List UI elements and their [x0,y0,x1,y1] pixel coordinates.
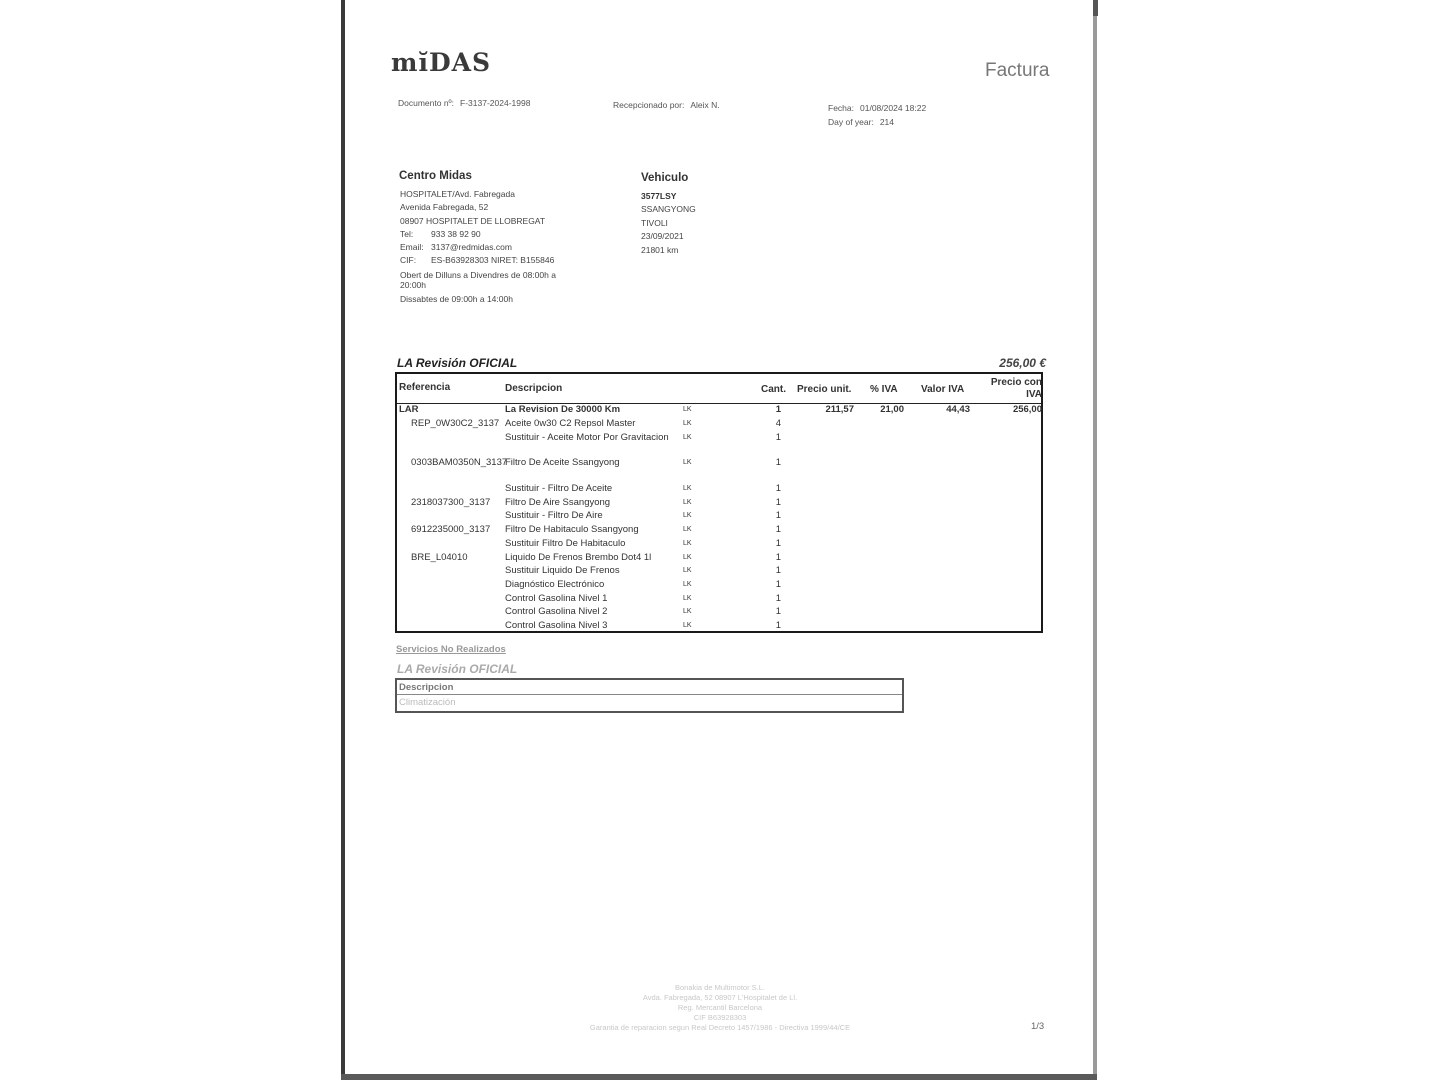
header-referencia: Referencia [399,382,451,393]
cell-cant: 1 [775,432,781,443]
not-done-services-table [395,678,904,713]
cell-desc: Liquido De Frenos Brembo Dot4 1l [505,552,652,563]
cell-desc: Sustituir - Aceite Motor Por Gravitacion [505,432,669,443]
cell-unit: LK [683,581,692,588]
shop-address-line: Avenida Fabregada, 52 [400,202,489,213]
cell-unit: LK [683,406,692,413]
cell-ref: LAR [399,404,419,415]
vehicle-details [641,190,696,257]
cell-unit: LK [683,434,692,441]
cell-unit: LK [683,499,692,506]
cell-cant: 1 [775,457,781,468]
invoice-date-value: 01/08/2024 18:22 [860,103,927,113]
cell-ref: 2318037300_3137 [411,497,491,508]
not-done-item: Climatización [399,697,456,708]
not-done-services-subtitle: LA Revisión OFICIAL [397,662,518,676]
header-descripcion: Descripcion [505,383,563,394]
cell-cant: 1 [775,565,781,576]
cell-desc: La Revision De 30000 Km [505,404,621,415]
cell-cant: 1 [775,606,781,617]
header-cantidad: Cant. [761,384,786,395]
vehicle-plate: 3577LSY [641,191,677,201]
received-by-label: Recepcionado por: [613,100,685,110]
cell-cant: 4 [775,418,781,429]
shop-address-line: HOSPITALET/Avd. Fabregada [400,189,515,199]
vehicle-title: Vehiculo [641,172,689,184]
cell-unit: LK [683,512,692,519]
day-of-year-value: 214 [879,117,895,127]
vehicle-registration-date: 23/09/2021 [641,231,684,242]
shop-email: Email: 3137@redmidas.com [400,242,512,253]
cell-unit: LK [683,608,692,615]
not-done-header: Descripcion [397,680,902,695]
service-total: 256,00 € [999,356,1046,370]
cell-unit: LK [683,595,692,602]
document-number-label: Documento nº: [398,98,455,108]
items-table-header [397,374,1041,404]
cell-cant: 1 [775,620,781,631]
cell-unit: LK [683,622,692,629]
cell-cant: 1 [775,483,781,494]
cell-unit: LK [683,459,692,466]
cell-desc: Diagnóstico Electrónico [505,579,605,590]
cell-unit: LK [683,526,692,533]
cell-desc: Sustituir Liquido De Frenos [505,565,620,576]
cell-desc: Filtro De Habitaculo Ssangyong [505,524,639,535]
received-by [613,100,720,110]
cell-desc: Sustituir - Filtro De Aceite [505,483,613,494]
cell-ref: REP_0W30C2_3137 [411,418,500,429]
day-of-year [828,117,894,127]
cell-desc: Control Gasolina Nivel 2 [505,606,608,617]
shop-details [400,188,570,306]
cell-cant: 1 [775,552,781,563]
not-done-services-title: Servicios No Realizados [396,644,506,655]
cell-unit: LK [683,567,692,574]
cell-cant: 1 [775,524,781,535]
shop-address-line: 08907 HOSPITALET DE LLOBREGAT [400,215,546,226]
footer-company-info: Bonakia de Multimotor S.L. Avda. Fabregada, 52 08907 L'Hospitalet de Ll. Reg. Mercantil Barcelona CIF B63928303 Garantia de reparacion segun Real Decreto 1457/1986 - Directiva 1999/44/CE [589,983,851,1032]
page-number: 1/3 [1031,1021,1045,1032]
cell-desc: Control Gasolina Nivel 3 [505,620,608,631]
vehicle-make: SSANGYONG [641,204,696,215]
cell-cant: 1 [775,579,781,590]
header-precio-unit: Precio unit. [797,384,852,395]
scan-edge-right [1093,0,1097,1080]
scan-edge-bottom [341,1074,1097,1080]
cell-unit: LK [683,485,692,492]
shop-hours-weekday: Obert de Dilluns a Divendres de 08:00h a 20:00h [400,269,556,290]
cell-iva: 21,00 [880,404,904,415]
midas-logo: mĭDAS [391,48,492,77]
cell-ref: 0303BAM0350N_3137 [411,457,508,468]
cell-ref: 6912235000_3137 [411,524,491,535]
document-title: Factura [985,60,1050,81]
cell-desc: Control Gasolina Nivel 1 [505,593,608,604]
items-table [395,372,1043,633]
shop-cif: CIF: ES-B63928303 NIRET: B155846 [400,255,555,266]
invoice-date [828,103,926,113]
cell-cant: 1 [775,404,781,415]
shop-phone: Tel: 933 38 92 90 [400,228,481,239]
day-of-year-label: Day of year: [828,117,874,127]
document-number [398,98,530,108]
cell-cant: 1 [775,538,781,549]
service-title: LA Revisión OFICIAL [397,356,518,370]
cell-unit: LK [683,554,692,561]
cell-unit: LK [683,540,692,547]
header-valor-iva: Valor IVA [921,384,965,395]
vehicle-mileage: 21801 km [641,244,679,255]
cell-viva: 44,43 [946,404,970,415]
cell-desc: Sustituir - Filtro De Aire [505,510,603,521]
cell-unit: LK [683,420,692,427]
cell-desc: Sustituir Filtro De Habitaculo [505,538,626,549]
invoice-page [345,0,1093,1074]
cell-cant: 1 [775,510,781,521]
cell-cant: 1 [775,593,781,604]
cell-pci: 256,00 [1012,404,1042,415]
cell-pu: 211,57 [825,404,854,415]
received-by-value: Aleix N. [690,100,720,110]
shop-name: Centro Midas [399,170,472,182]
cell-desc: Filtro De Aceite Ssangyong [505,457,620,468]
header-precio-con-iva: Precio con IVA [990,377,1042,400]
invoice-date-label: Fecha: [828,103,854,113]
cell-desc: Filtro De Aire Ssangyong [505,497,611,508]
vehicle-model: TIVOLI [641,217,668,228]
shop-hours-saturday: Dissabtes de 09:00h a 14:00h [400,293,513,304]
cell-desc: Aceite 0w30 C2 Repsol Master [505,418,636,429]
cell-cant: 1 [775,497,781,508]
document-number-value: F-3137-2024-1998 [460,98,531,108]
cell-ref: BRE_L04010 [411,552,468,563]
header-iva: % IVA [870,384,898,395]
